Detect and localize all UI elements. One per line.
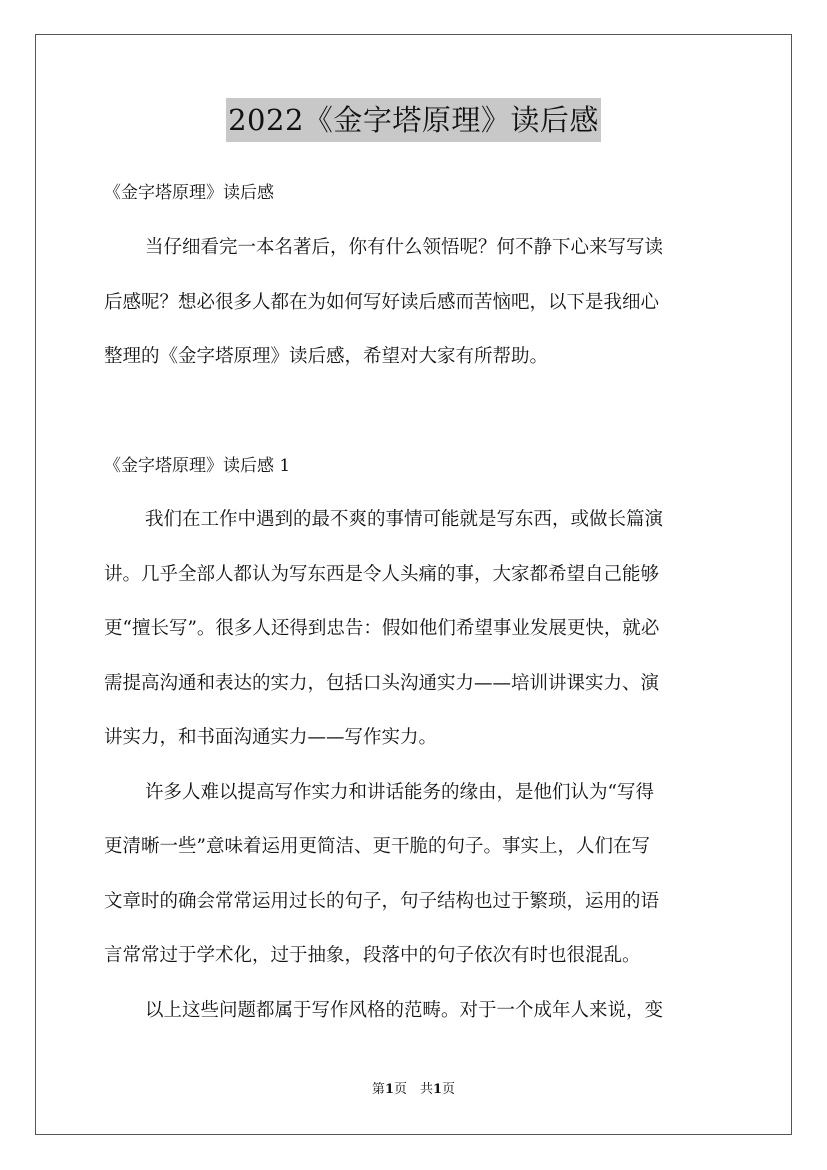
paragraph-line: 我们在工作中遇到的最不爽的事情可能就是写东西，或做长篇演 [145, 509, 664, 530]
paragraph-line: 更“擅长写”。很多人还得到忠告：假如他们希望事业发展更快，就必 [104, 618, 660, 639]
paragraph-line: 讲。几乎全部人都认为写东西是令人头痛的事，大家都希望自己能够 [104, 564, 660, 585]
document-subtitle: 《金字塔原理》读后感 [104, 183, 274, 203]
intro-line: 后感呢？想必很多人都在为如何写好读后感而苦恼吧，以下是我细心 [104, 292, 660, 313]
paragraph-line: 文章时的确会常常运用过长的句子，句子结构也过于繁琐，运用的语 [104, 891, 660, 912]
paragraph-line: 言常常过于学术化，过于抽象，段落中的句子依次有时也很混乱。 [104, 945, 641, 966]
paragraph-line: 以上这些问题都属于写作风格的范畴。对于一个成年人来说，变 [145, 1000, 664, 1021]
intro-line: 当仔细看完一本名著后，你有什么领悟呢？何不静下心来写写读 [145, 237, 664, 258]
footer-mid: 页 共 [393, 1082, 433, 1097]
page-footer [0, 1080, 827, 1100]
intro-line: 整理的《金字塔原理》读后感，希望对大家有所帮助。 [104, 346, 549, 367]
title-container [0, 98, 827, 142]
paragraph-line: 更清晰一些”意味着运用更简洁、更干脆的句子。事实上，人们在写 [104, 836, 650, 857]
section-heading: 《金字塔原理》读后感 1 [104, 456, 291, 476]
document-title: 2022《金字塔原理》读后感 [226, 98, 601, 142]
footer-prefix: 第 [371, 1082, 385, 1097]
footer-total-pages: 1 [433, 1082, 443, 1097]
paragraph-line: 许多人难以提高写作实力和讲话能务的缘由，是他们认为“写得 [145, 782, 654, 803]
paragraph-line: 需提高沟通和表达的实力，包括口头沟通实力——培训讲课实力、演 [104, 673, 660, 694]
footer-page-number: 1 [384, 1082, 394, 1097]
footer-suffix: 页 [442, 1082, 456, 1097]
paragraph-line: 讲实力，和书面沟通实力——写作实力。 [104, 727, 438, 748]
